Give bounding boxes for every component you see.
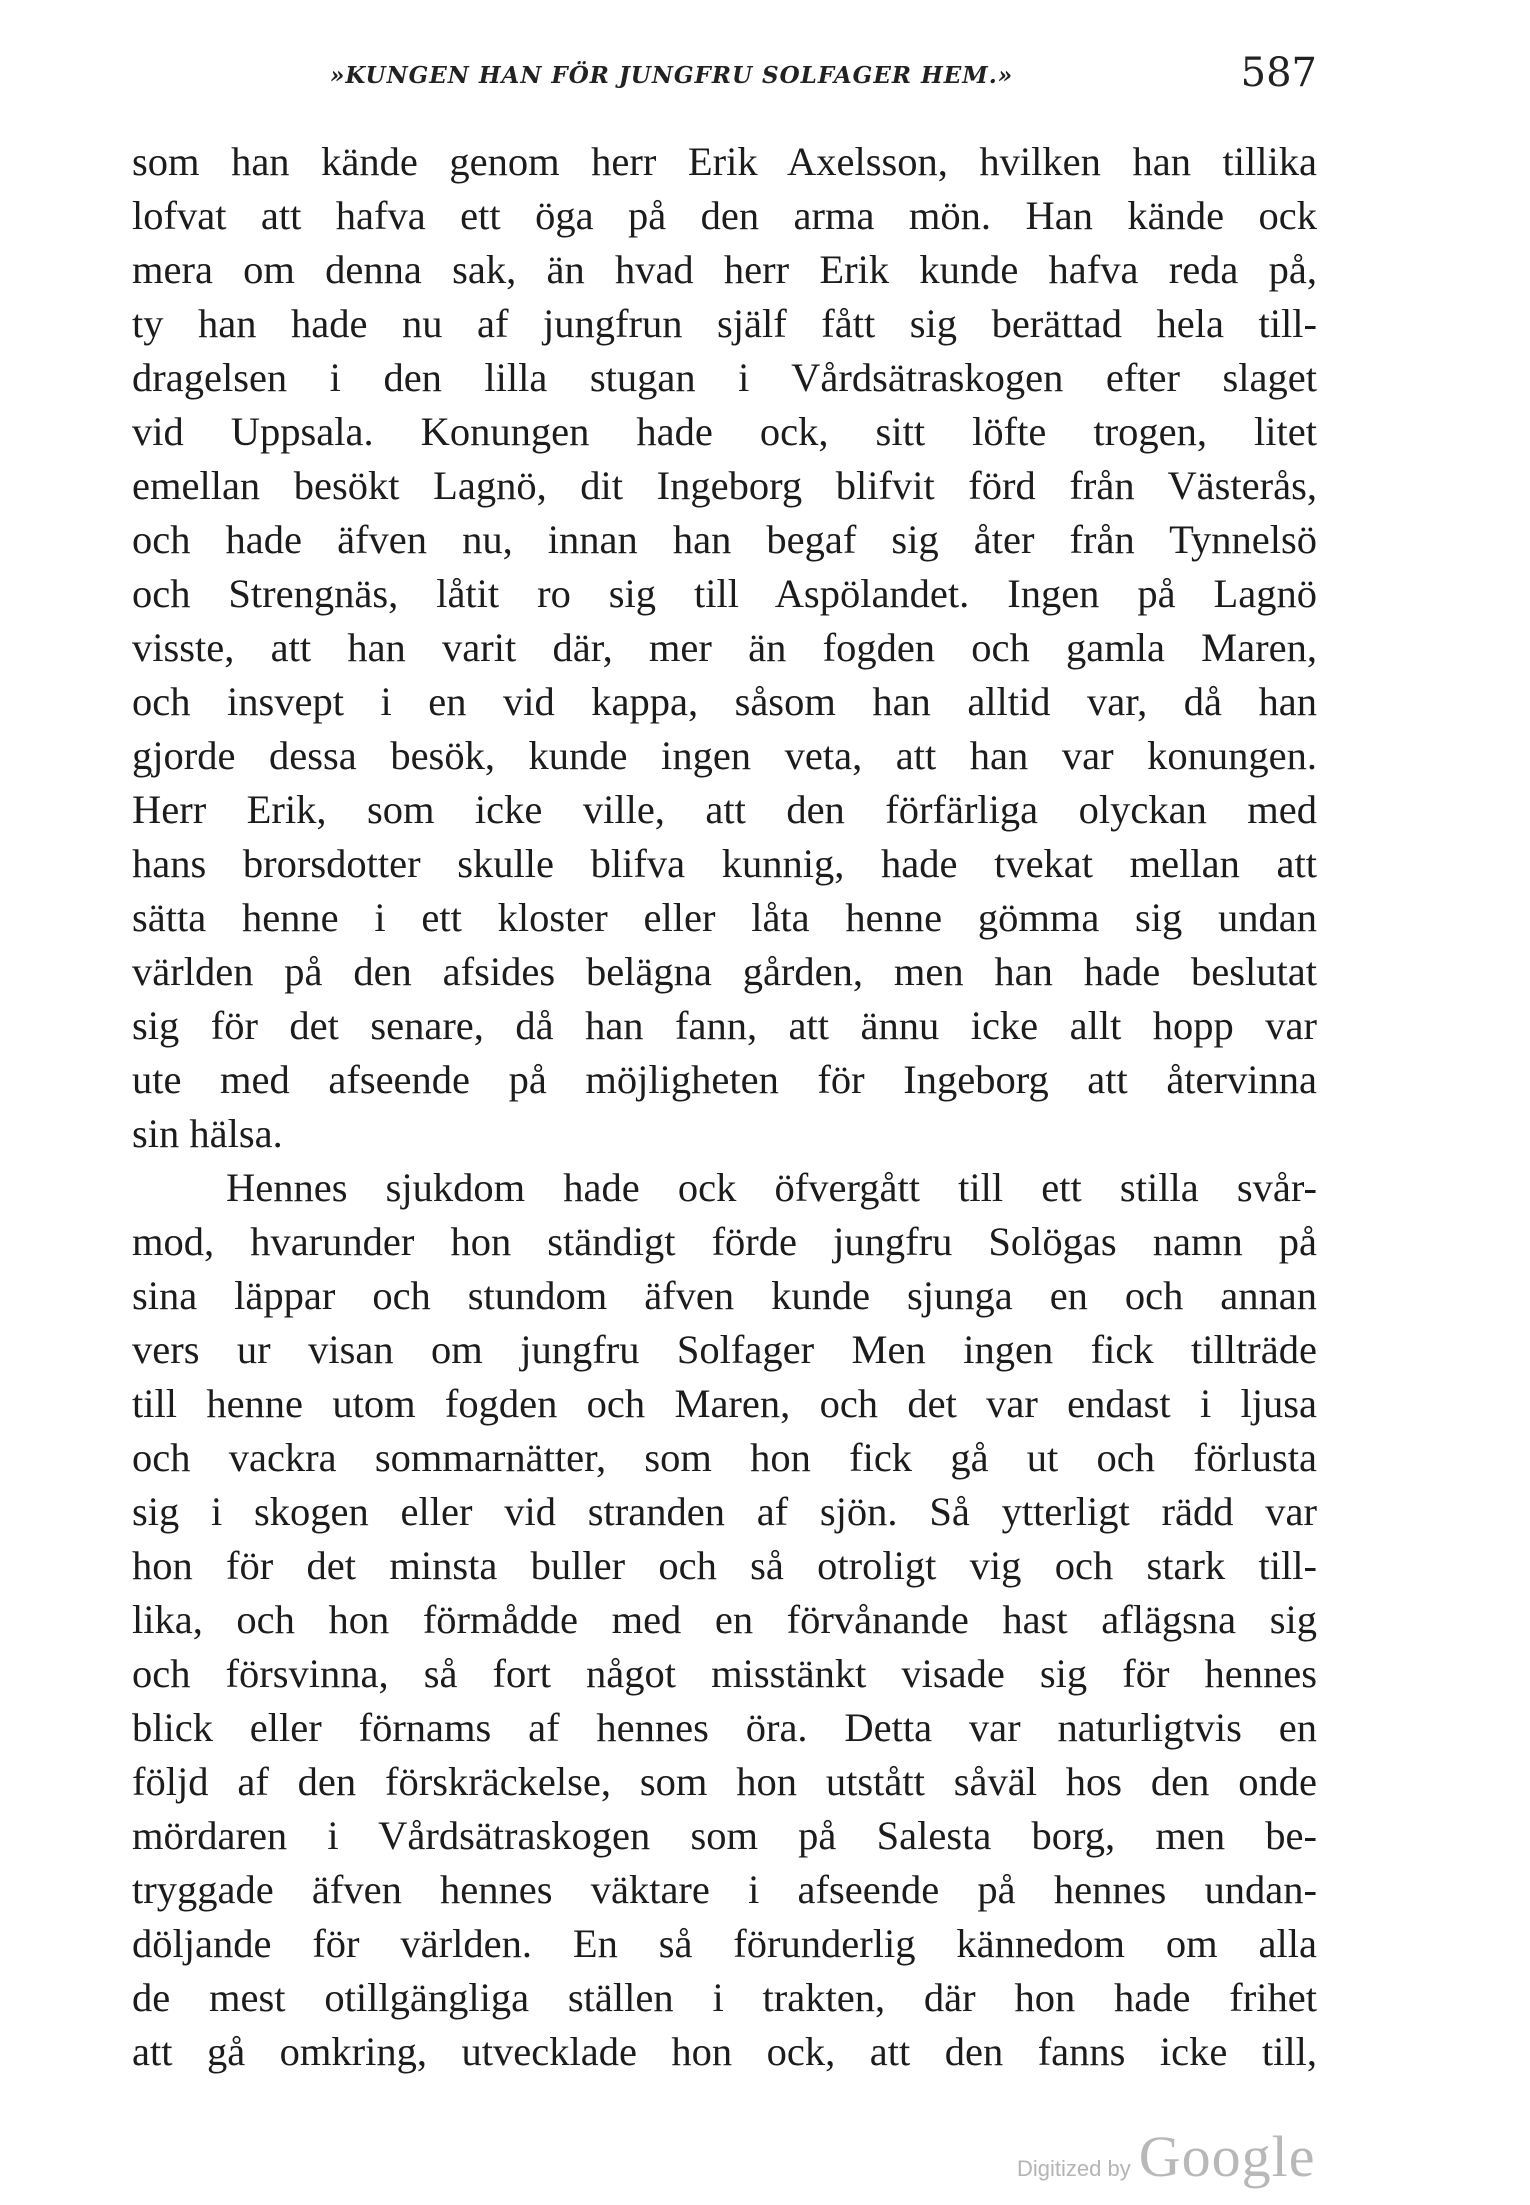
text-line: hans brorsdotter skulle blifva kunnig, hade tvekat mellan att xyxy=(132,841,1317,886)
text-line: och försvinna, så fort något misstänkt visade sig för hennes xyxy=(132,1651,1317,1696)
google-logo: Google xyxy=(1138,2124,1316,2189)
text-line: lika, och hon förmådde med en förvånande hast aflägsna sig xyxy=(132,1597,1317,1642)
text-line: blick eller förnams af hennes öra. Detta var naturligtvis en xyxy=(132,1705,1317,1750)
text-line: vid Uppsala. Konungen hade ock, sitt löfte trogen, litet xyxy=(132,409,1317,454)
text-line: de mest otillgängliga ställen i trakten, där hon hade frihet xyxy=(132,1975,1317,2020)
text-line: mod, hvarunder hon ständigt förde jungfru Solögas namn på xyxy=(132,1219,1317,1264)
text-line: och vackra sommarnätter, som hon fick gå ut och förlusta xyxy=(132,1435,1317,1480)
text-line: tryggade äfven hennes väktare i afseende på hennes undan- xyxy=(132,1867,1317,1912)
text-line: och Strengnäs, låtit ro sig till Aspölandet. Ingen på Lagnö xyxy=(132,571,1317,616)
text-line: Herr Erik, som icke ville, att den förfärliga olyckan med xyxy=(132,787,1317,832)
text-line: ute med afseende på möjligheten för Ingeborg att återvinna xyxy=(132,1057,1317,1102)
text-line: visste, att han varit där, mer än fogden och gamla Maren, xyxy=(132,625,1317,670)
text-line: världen på den afsides belägna gården, men han hade beslutat xyxy=(132,949,1317,994)
text-line: sig i skogen eller vid stranden af sjön. Så ytterligt rädd var xyxy=(132,1489,1317,1534)
watermark-prefix: Digitized by xyxy=(1017,2156,1131,2181)
text-line: mördaren i Vårdsätraskogen som på Salesta borg, men be- xyxy=(132,1813,1317,1858)
paragraph-start-line: Hennes sjukdom hade ock öfvergått till ett stilla svår- xyxy=(226,1165,1317,1210)
text-line: och insvept i en vid kappa, såsom han alltid var, då han xyxy=(132,679,1317,724)
text-line: sig för det senare, då han fann, att ännu icke allt hopp var xyxy=(132,1003,1317,1048)
text-line: att gå omkring, utvecklade hon ock, att den fanns icke till, xyxy=(132,2029,1317,2074)
text-line: till henne utom fogden och Maren, och det var endast i ljusa xyxy=(132,1381,1317,1426)
body-text xyxy=(132,135,1317,2079)
text-line: vers ur visan om jungfru Solfager Men ingen fick tillträde xyxy=(132,1327,1317,1372)
text-line: emellan besökt Lagnö, dit Ingeborg blifvit förd från Västerås, xyxy=(132,463,1317,508)
text-line: hon för det minsta buller och så otroligt vig och stark till- xyxy=(132,1543,1317,1588)
running-head: »KUNGEN HAN FÖR JUNGFRU SOLFAGER HEM.» xyxy=(330,62,1014,89)
text-line: lofvat att hafva ett öga på den arma mön. Han kände ock xyxy=(132,193,1317,238)
text-line: gjorde dessa besök, kunde ingen veta, att han var konungen. xyxy=(132,733,1317,778)
paragraph-end-line: sin hälsa. xyxy=(132,1111,283,1156)
text-line: som han kände genom herr Erik Axelsson, hvilken han tillika xyxy=(132,139,1317,184)
text-line: ty han hade nu af jungfrun själf fått sig berättad hela till- xyxy=(132,301,1317,346)
text-line: döljande för världen. En så förunderlig kännedom om alla xyxy=(132,1921,1317,1966)
text-line: sätta henne i ett kloster eller låta henne gömma sig undan xyxy=(132,895,1317,940)
page-number: 587 xyxy=(1240,50,1317,96)
text-line: följd af den förskräckelse, som hon utstått såväl hos den onde xyxy=(132,1759,1317,1804)
text-line: och hade äfven nu, innan han begaf sig åter från Tynnelsö xyxy=(132,517,1317,562)
text-line: mera om denna sak, än hvad herr Erik kunde hafva reda på, xyxy=(132,247,1317,292)
text-line: dragelsen i den lilla stugan i Vårdsätraskogen efter slaget xyxy=(132,355,1317,400)
text-line: sina läppar och stundom äfven kunde sjunga en och annan xyxy=(132,1273,1317,1318)
digitized-by-google-watermark xyxy=(1017,2123,1315,2190)
